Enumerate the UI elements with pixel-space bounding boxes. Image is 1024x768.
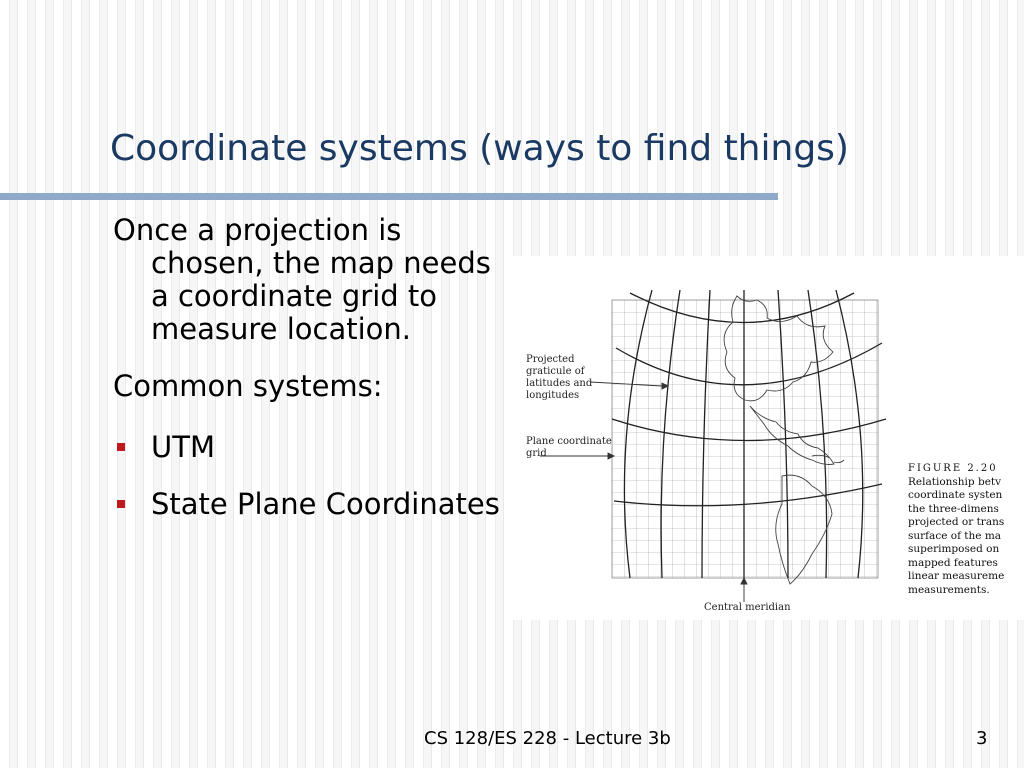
footer-text: CS 128/ES 228 - Lecture 3b xyxy=(424,728,671,749)
intro-paragraph: Once a projection is chosen, the map needs a coordinate grid to measure location. xyxy=(113,213,491,346)
square-bullet-icon xyxy=(117,443,125,451)
central-meridian-label: Central meridian xyxy=(704,602,791,613)
systems-list xyxy=(113,431,513,521)
page-number: 3 xyxy=(976,728,988,749)
list-item xyxy=(113,488,513,521)
list-item-label: State Plane Coordinates xyxy=(151,487,500,521)
square-bullet-icon xyxy=(117,500,125,508)
plane-grid-label: Plane coordinate grid xyxy=(526,436,612,459)
graticule-figure xyxy=(512,256,1024,620)
title-underline xyxy=(0,193,778,200)
figure-caption: FIGURE 2.20 Relationship betv coordinate systen the three-dimens projected or trans surface of the ma superimposed on mapped features linear measureme measurements. xyxy=(908,463,1005,596)
systems-heading: Common systems: xyxy=(113,369,383,403)
slide-title: Coordinate systems (ways to find things) xyxy=(110,128,849,169)
slide-body xyxy=(113,214,513,521)
graticule-label: Projected graticule of latitudes and longitudes xyxy=(526,354,593,401)
list-item-label: UTM xyxy=(151,430,215,464)
list-item xyxy=(113,431,513,464)
